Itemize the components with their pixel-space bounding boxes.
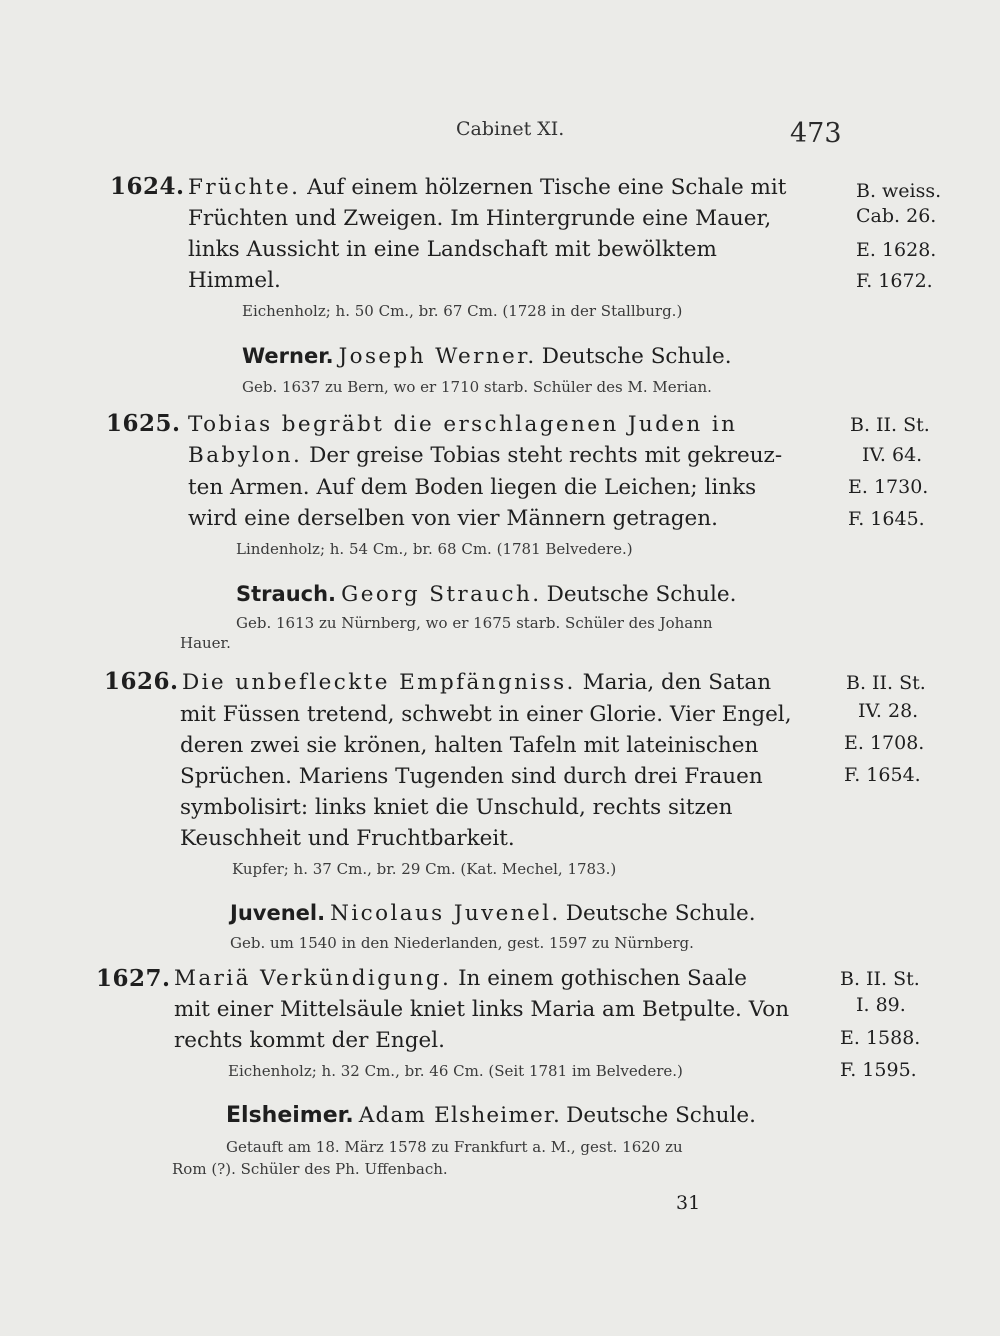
entry-text-line <box>174 966 747 991</box>
entry-text-line: wird eine derselben von vier Männern getragen. <box>188 506 718 531</box>
artist-heading <box>242 344 732 369</box>
artist-fullname: Nicolaus Juvenel. <box>330 901 561 926</box>
signature-number: 31 <box>676 1192 701 1214</box>
artist-school: Deutsche Schule. <box>541 344 732 369</box>
side-ref: F. 1645. <box>848 508 925 530</box>
entry-text-line <box>188 443 782 468</box>
entry-number: 1627. <box>96 965 171 992</box>
artist-surname: Werner. <box>242 344 334 368</box>
entry-text-line: symbolisirt: links kniet die Unschuld, rechts sitzen <box>180 795 733 820</box>
entry-note: Lindenholz; h. 54 Cm., br. 68 Cm. (1781 Belvedere.) <box>236 540 633 558</box>
artist-fullname: Adam Elsheimer. <box>358 1103 562 1128</box>
side-ref: B. weiss. <box>856 180 942 202</box>
entry-text-line: Früchten und Zweigen. Im Hintergrunde eine Mauer, <box>188 206 772 231</box>
artist-fullname: Joseph Werner. <box>338 344 537 369</box>
entry-text-line: Sprüchen. Mariens Tugenden sind durch drei Frauen <box>180 764 763 789</box>
artist-school: Deutsche Schule. <box>565 901 756 926</box>
entry-title: Mariä Verkündigung. <box>174 966 452 991</box>
side-ref: I. 89. <box>856 994 906 1016</box>
artist-fullname: Georg Strauch. <box>341 582 542 607</box>
artist-bio: Geb. um 1540 in den Niederlanden, gest. 1597 zu Nürnberg. <box>230 934 694 952</box>
entry-number: 1625. <box>106 410 181 437</box>
artist-bio: Rom (?). Schüler des Ph. Uffenbach. <box>172 1160 448 1178</box>
entry-note: Eichenholz; h. 50 Cm., br. 67 Cm. (1728 in der Stallburg.) <box>242 302 683 320</box>
side-ref: F. 1595. <box>840 1059 917 1081</box>
entry-text-line: Keuschheit und Fruchtbarkeit. <box>180 826 515 851</box>
entry-text-line: mit einer Mittelsäule kniet links Maria am Betpulte. Von <box>174 997 790 1022</box>
artist-school: Deutsche Schule. <box>566 1103 756 1128</box>
entry-text: Maria, den Satan <box>582 670 772 695</box>
running-head: Cabinet XI. <box>456 118 565 140</box>
entry-text: Der greise Tobias steht rechts mit gekreuz- <box>309 443 783 468</box>
entry-text-line: Himmel. <box>188 268 281 293</box>
side-ref: E. 1588. <box>840 1027 921 1049</box>
side-ref: IV. 64. <box>862 444 923 466</box>
entry-text-line <box>182 670 771 695</box>
entry-number: 1626. <box>104 668 179 695</box>
artist-bio: Hauer. <box>180 634 231 652</box>
artist-bio: Geb. 1637 zu Bern, wo er 1710 starb. Schüler des M. Merian. <box>242 378 712 396</box>
side-ref: F. 1672. <box>856 270 933 292</box>
artist-heading <box>230 901 756 926</box>
side-ref: E. 1730. <box>848 476 929 498</box>
artist-heading <box>226 1103 756 1128</box>
entry-text-line <box>188 175 786 200</box>
artist-bio: Geb. 1613 zu Nürnberg, wo er 1675 starb. Schüler des Johann <box>236 614 713 632</box>
side-ref: E. 1628. <box>856 239 937 261</box>
side-ref: Cab. 26. <box>856 205 937 227</box>
artist-surname: Elsheimer. <box>226 1103 354 1128</box>
page-number: 473 <box>790 118 842 149</box>
side-ref: IV. 28. <box>858 700 919 722</box>
side-ref: B. II. St. <box>846 672 926 694</box>
artist-bio: Getauft am 18. März 1578 zu Frankfurt a. M., gest. 1620 zu <box>226 1138 683 1156</box>
entry-text-line: rechts kommt der Engel. <box>174 1028 445 1053</box>
entry-title-cont: Babylon. <box>188 443 303 468</box>
entry-title: Früchte. <box>188 175 301 200</box>
entry-text-line: mit Füssen tretend, schwebt in einer Glorie. Vier Engel, <box>180 702 792 727</box>
side-ref: E. 1708. <box>844 732 925 754</box>
entry-number: 1624. <box>110 173 185 200</box>
entry-note: Kupfer; h. 37 Cm., br. 29 Cm. (Kat. Mechel, 1783.) <box>232 860 617 878</box>
side-ref: B. II. St. <box>840 968 920 990</box>
entry-text: In einem gothischen Saale <box>458 966 747 991</box>
entry-title: Die unbefleckte Empfängniss. <box>182 670 576 695</box>
entry-text-line: deren zwei sie krönen, halten Tafeln mit lateinischen <box>180 733 759 758</box>
artist-surname: Juvenel. <box>230 901 326 925</box>
artist-surname: Strauch. <box>236 582 337 606</box>
entry-text: Auf einem hölzernen Tische eine Schale mit <box>307 175 787 200</box>
entry-text-line: ten Armen. Auf dem Boden liegen die Leichen; links <box>188 475 757 500</box>
entry-title: Tobias begräbt die erschlagenen Juden in <box>188 412 738 437</box>
side-ref: B. II. St. <box>850 414 930 436</box>
entry-text-line: links Aussicht in eine Landschaft mit bewölktem <box>188 237 717 262</box>
side-ref: F. 1654. <box>844 764 921 786</box>
artist-heading <box>236 582 736 607</box>
artist-school: Deutsche Schule. <box>546 582 737 607</box>
entry-note: Eichenholz; h. 32 Cm., br. 46 Cm. (Seit 1781 im Belvedere.) <box>228 1062 683 1080</box>
